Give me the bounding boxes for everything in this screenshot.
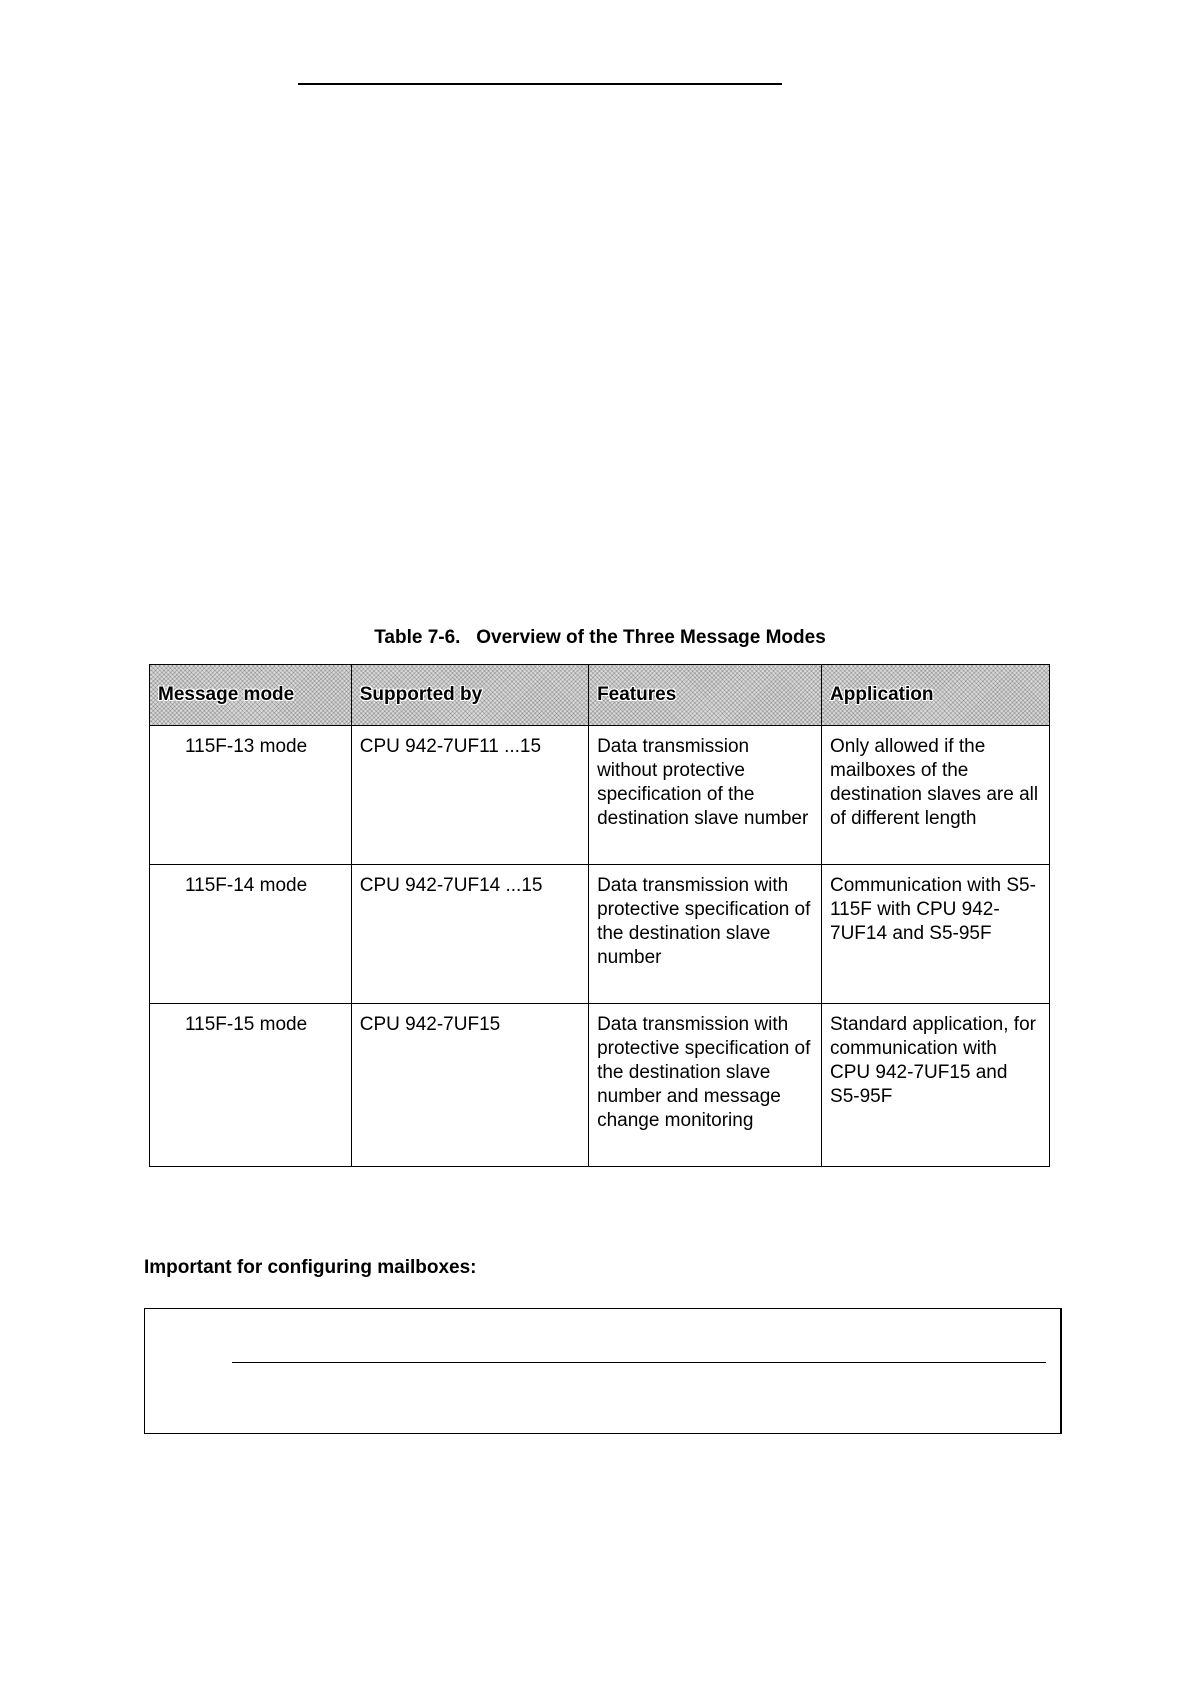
note-box: [144, 1308, 1062, 1434]
application-cell: Communication with S5-115F with CPU 942-7UF14 and S5-95F: [822, 865, 1050, 1004]
message-modes-table: [149, 664, 1050, 1167]
table-header-row: [150, 665, 1050, 726]
important-heading: Important for configuring mailboxes:: [144, 1257, 477, 1278]
features-cell: Data transmission without protective specification of the destination slave number: [589, 726, 822, 865]
supported-by-cell: CPU 942-7UF14 ...15: [351, 865, 588, 1004]
header-rule: [298, 83, 782, 85]
application-cell: Only allowed if the mailboxes of the destination slaves are all of different length: [822, 726, 1050, 865]
table-caption: Table 7-6. Overview of the Three Message Modes: [374, 627, 826, 648]
column-header-supported-by: Supported by: [351, 665, 588, 726]
column-header-features: Features: [589, 665, 822, 726]
column-header-message-mode: Message mode: [150, 665, 352, 726]
features-cell: Data transmission with protective specification of the destination slave number and message change monitoring: [589, 1004, 822, 1167]
mode-cell: 115F-13 mode: [150, 726, 352, 865]
note-rule: [232, 1362, 1046, 1363]
table-row: [150, 865, 1050, 1004]
column-header-application: Application: [822, 665, 1050, 726]
table-row: [150, 726, 1050, 865]
supported-by-cell: CPU 942-7UF15: [351, 1004, 588, 1167]
mode-cell: 115F-15 mode: [150, 1004, 352, 1167]
features-cell: Data transmission with protective specification of the destination slave number: [589, 865, 822, 1004]
mode-cell: 115F-14 mode: [150, 865, 352, 1004]
application-cell: Standard application, for communication with CPU 942-7UF15 and S5-95F: [822, 1004, 1050, 1167]
supported-by-cell: CPU 942-7UF11 ...15: [351, 726, 588, 865]
table-row: [150, 1004, 1050, 1167]
